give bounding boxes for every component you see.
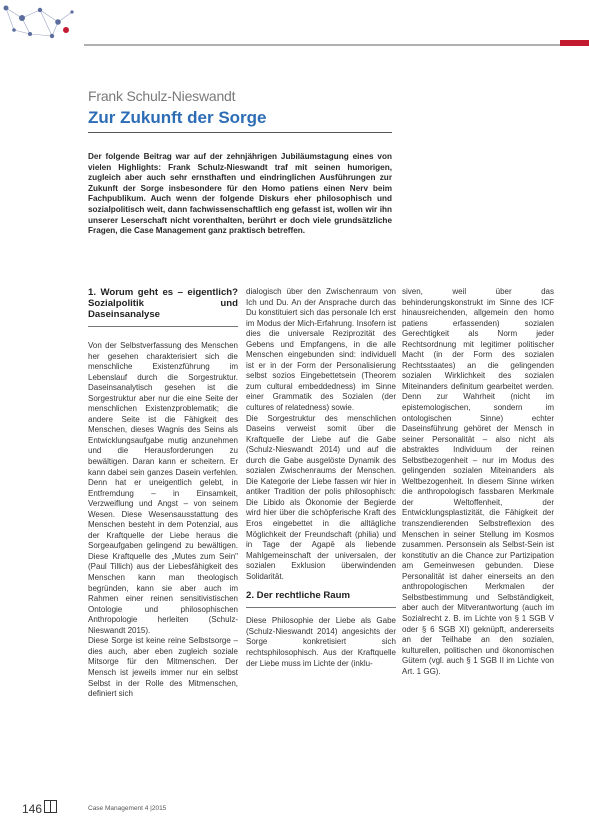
network-graphic-icon: [0, 0, 84, 46]
paragraph: Die Sorgestruktur des menschlichen Daseins verweist somit über die Kraftquelle der Liebe auf die Gabe (Schulz-Nieswandt 2014) und auf die durch die Gabe ausgelöste Dynamik des sozialen Zwischenraums der Menschen. Die Kategorie der Liebe fassen wir hier in antiker Tradition der polis philosophisch: Die Libido als Ökonomie der Begierde wird hier über die schöpferische Kraft des Eros eingebettet in die alltägliche Möglichkeit der Freundschaft (philia) und in Tage der Agapē als liebende Mahlgemeinschaft der universalen, der sozialen Exklusion überwindenden Solidarität.: [246, 413, 396, 581]
header-rule: [84, 44, 589, 46]
heading-divider: [88, 326, 238, 327]
paragraph: Diese Philosophie der Liebe als Gabe (Schulz-Nieswandt 2014) angesichts der Sorge konkretisiert sich rechtsphilosophisch. Aus der Kraftquelle der Liebe muss im Lichte der (inklu-: [246, 616, 396, 668]
paragraph: Diese Sorge ist keine reine Selbstsorge – dies auch, aber eben zugleich soziale Mitsorge für den Mitmenschen. Der Mensch ist jeweils immer nur ein selbst Selbst in der Rolle des Mitmenschen, definiert sich: [88, 636, 238, 699]
column-3: [402, 287, 554, 677]
article-title: Zur Zukunft der Sorge: [88, 108, 267, 127]
paragraph: siven, weil über das behinderungskonstrukt im Sinne des ICF hinausreichenden, allgemein den homo patiens erfassenden) sozialen Gerechtigkeit als Norm jeder Rechtsordnung mit legitimer politischer Macht (in der Form des sozialen Rechtsstaates) an die gelingenden sozialen Wirklichkeit des sozialen Miteinanders definitum gearbeitet werden. Denn zur Wahrheit (nicht im epistemologischen, sondern im ontologischen Sinne) echter Daseinsführung gehöret der Mensch in seiner Personalität – also nicht als abstraktes Individuum der reinen Selbstbezogenheit – nur im Modus des gelingenden sozialen Miteinanders als Weltbezogenheit. In diesem Sinne wirken die anthropologisch fassbaren Merkmale der Weltoffenheit, der Entwicklungsplastizität, die Fähigkeit der transzendierenden Selbstreflexion des Menschen in seiner Stellung im Kosmos zusammen. Personsein als Selbst-Sein ist konstitutiv an die Chance zur Partizipation am Gemeinwesen gebunden. Diese Personalität ist daher einerseits an den anthropologischen Merkmalen der Selbstbestimmung und Selbständigkeit, aber auch der Mitverantwortung (auch im Sozialrecht z. B. im Lichte von § 1 SGB V oder § 6 SGB XI) geknüpft, andererseits an der Teilhabe an den sozialen, kulturellen, politischen und ökonomischen Gütern (vgl. auch § 1 SGB II im Lichte von Art. 1 GG).: [402, 287, 554, 676]
header-accent-bar: [560, 40, 589, 46]
book-icon: [44, 800, 57, 813]
paragraph: dialogisch über den Zwischenraum von Ich und Du. An der Ansprache durch das Du konstituiert sich das personale Ich erst im Modus der Mich-Erfahrung. Insofern ist dies die universale Reziprozität des Gebens und Empfangens, in die alle Menschen eingebunden sind: individuell ist er in der Form der Personalisierung selbst sozios Eingebettetsein (Theorem zum cultural embeddedness) im Sinne einer Grammatik des Sozialen (der cultures of relatedness) sowie.: [246, 287, 396, 413]
column-2: [246, 287, 396, 669]
paragraph: Von der Selbstverfassung des Menschen her gesehen charakterisiert sich die menschliche Existenzführung im Lebenslauf durch die Sorgestruktur. Daseinsanalytisch gesehen ist die Sorgestruktur aber nur die eine Seite der menschlichen Existenzproblematik; die andere Seite ist die Fähigkeit des Menschen, dieses Wagnis des Seins als Entwicklungsaufgabe mutig anzunehmen und die Herausforderungen zu bewältigen. Daran kann er scheitern. Er kann dabei sein ganzes Dasein verfehlen. Denn hat er uneigentlich gelebt, in Entfremdung – in Einsamkeit, Verzweiflung und Angst – von seinem Wesen. Diese Wesensausstattung des Menschen besteht in dem Potenzial, aus der Kraftquelle der Liebe heraus die Sorgeaufgaben gelingend zu bewältigen. Diese Kraftquelle des „Mutes zum Sein" (Paul Tillich) aus der Liebesfähigkeit des Menschen kann man theologisch begründen, kann sie aber auch im Rahmen einer reinen sensitivistischen Ontologie und philosophischen Anthropologie herleiten (Schulz-Nieswandt 2015).: [88, 341, 238, 635]
article-intro: Der folgende Beitrag war auf der zehnjährigen Jubiläumstagung eines von vielen Highlights: Frank Schulz-Nieswandt traf mit seinen humorigen, zugleich aber auch sehr ernsthaften und eindringlichen Ausführungen zur Zukunft der Sorge insbesondere für den Homo patiens einen Nerv beim Fachpublikum. Auch wenn der folgende Diskurs eher philosophisch und sozialpolitisch weit, dann fachwissenschaftlich eng gefasst ist, wollen wir ihn unserer Leserschaft nicht vorenthalten, berührt er doch viele grundsätzliche Fragen, die Case Management ganz praktisch betreffen.: [88, 152, 392, 236]
column-1: [88, 287, 238, 700]
section-heading-2: 2. Der rechtliche Raum: [246, 590, 350, 602]
article-author: Frank Schulz-Nieswandt: [88, 88, 236, 104]
heading-divider: [246, 607, 396, 608]
section-heading-1: 1. Worum geht es – eigentlich? Sozialpolitik und Daseinsanalyse: [88, 287, 238, 320]
page-number: 146: [22, 802, 43, 816]
journal-name: Case Management 4 |2015: [88, 805, 167, 812]
title-divider: [88, 132, 392, 133]
